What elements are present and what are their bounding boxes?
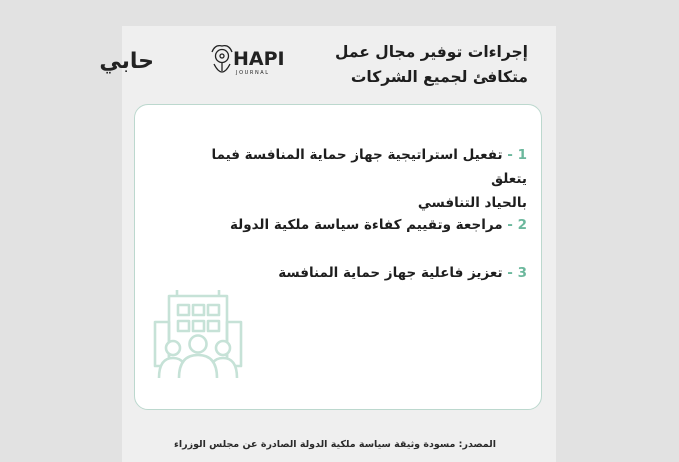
item-number: 3 - (507, 265, 527, 281)
page-title (308, 40, 528, 90)
list-item (230, 213, 527, 237)
logo-sub-text: JOURNAL (236, 70, 270, 76)
item-number: 1 - (507, 147, 527, 163)
list-item (175, 143, 527, 215)
item-text: مراجعة وتقييم كفاءة سياسة ملكية الدولة (229, 217, 503, 233)
hapi-logo (99, 38, 285, 78)
source-note: المصدر: مسودة وثيقة سياسة ملكية الدولة الصادرة عن مجلس الوزراء (174, 439, 496, 450)
hapi-emblem-icon (212, 46, 232, 72)
list-item (278, 261, 527, 285)
infographic-card (99, 26, 556, 462)
title-line-2: متكافئ لجميع الشركات (350, 68, 528, 86)
building-with-people-icon (153, 288, 245, 380)
item-text: تعزيز فاعلية جهاز حماية المنافسة (278, 265, 503, 281)
content-panel (134, 104, 542, 410)
item-text: تفعيل استراتيجية جهاز حماية المنافسة فيما يتعلق (211, 147, 527, 187)
item-number: 2 - (507, 217, 527, 233)
logo-arabic-text: حابي (99, 49, 154, 74)
title-line-1: إجراءات توفير مجال عمل (335, 43, 528, 61)
logo-latin-text: HAPI (233, 48, 285, 70)
item-text-continued: بالحياد التنافسي (417, 195, 527, 211)
